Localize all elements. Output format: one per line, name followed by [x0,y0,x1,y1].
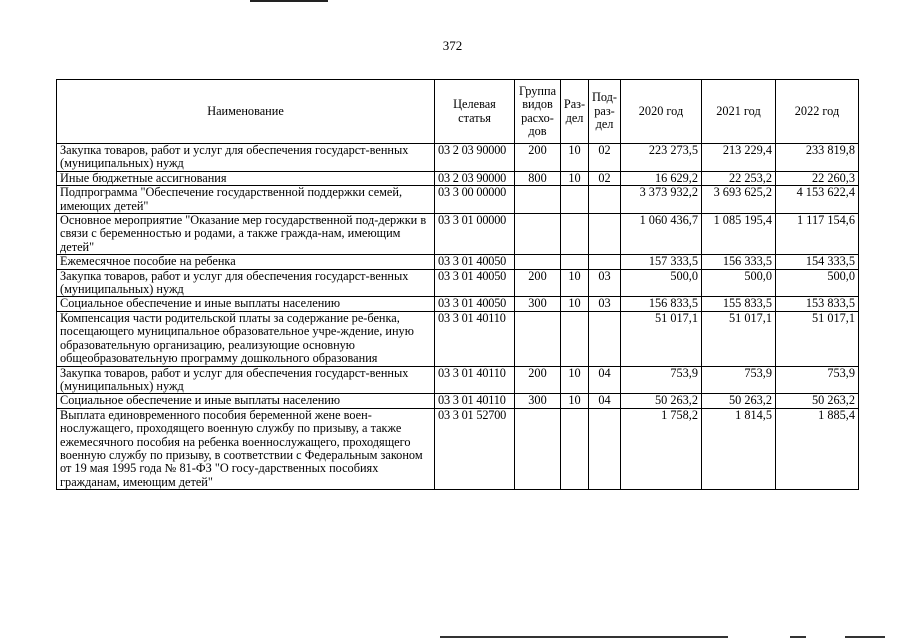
cell-section [561,311,589,366]
cell-2021: 3 693 625,2 [702,186,776,214]
cell-2021: 753,9 [702,366,776,394]
table-row [57,408,859,489]
cell-2020: 1 060 436,7 [621,214,702,255]
cell-subsection [589,311,621,366]
cell-2022: 22 260,3 [776,171,859,185]
cell-section: 10 [561,171,589,185]
cell-name: Подпрограмма "Обеспечение государственной поддержки семей, имеющих детей" [57,186,435,214]
cell-2020: 3 373 932,2 [621,186,702,214]
cell-group [515,408,561,489]
cell-2022: 4 153 622,4 [776,186,859,214]
cell-name: Закупка товаров, работ и услуг для обеспечения государст-венных (муниципальных) нужд [57,269,435,297]
cell-2022: 753,9 [776,366,859,394]
cell-target-code: 03 3 01 40110 [435,394,515,408]
table-row [57,171,859,185]
page-number: 372 [442,38,463,53]
header-target: Целевая статья [435,80,515,144]
cell-subsection [589,214,621,255]
cell-target-code: 03 3 01 40050 [435,255,515,269]
cell-subsection: 03 [589,269,621,297]
table-row [57,144,859,172]
header-name: Наименование [57,80,435,144]
cell-target-code: 03 2 03 90000 [435,144,515,172]
cell-group: 800 [515,171,561,185]
cell-2020: 500,0 [621,269,702,297]
cell-group [515,255,561,269]
cell-target-code: 03 3 01 40110 [435,366,515,394]
cell-2020: 1 758,2 [621,408,702,489]
cell-subsection: 03 [589,297,621,311]
scan-mark-bottom [790,636,806,638]
cell-2022: 154 333,5 [776,255,859,269]
cell-section: 10 [561,144,589,172]
table-row [57,394,859,408]
cell-name: Основное мероприятие "Оказание мер государственной под-держки в связи с беременностью и родами, а также гражда-нам, имеющим детей" [57,214,435,255]
cell-2020: 157 333,5 [621,255,702,269]
cell-2021: 156 333,5 [702,255,776,269]
cell-subsection [589,255,621,269]
scan-mark-top [250,0,328,2]
cell-2021: 51 017,1 [702,311,776,366]
cell-group [515,186,561,214]
cell-section [561,255,589,269]
cell-2022: 153 833,5 [776,297,859,311]
cell-group: 300 [515,297,561,311]
cell-2022: 1 117 154,6 [776,214,859,255]
cell-section: 10 [561,366,589,394]
cell-2021: 213 229,4 [702,144,776,172]
cell-name: Закупка товаров, работ и услуг для обеспечения государст-венных (муниципальных) нужд [57,366,435,394]
cell-name: Социальное обеспечение и иные выплаты населению [57,394,435,408]
cell-target-code: 03 2 03 90000 [435,171,515,185]
header-subsection: Под-раз-дел [589,80,621,144]
cell-group: 300 [515,394,561,408]
scan-mark-bottom [845,636,885,638]
cell-subsection: 02 [589,144,621,172]
cell-2020: 51 017,1 [621,311,702,366]
cell-section: 10 [561,297,589,311]
cell-name: Закупка товаров, работ и услуг для обеспечения государст-венных (муниципальных) нужд [57,144,435,172]
cell-target-code: 03 3 01 00000 [435,214,515,255]
cell-group: 200 [515,269,561,297]
header-row [57,80,859,144]
cell-2021: 50 263,2 [702,394,776,408]
cell-section [561,214,589,255]
cell-group: 200 [515,144,561,172]
table-row [57,269,859,297]
cell-name: Ежемесячное пособие на ребенка [57,255,435,269]
table-row [57,311,859,366]
cell-group [515,311,561,366]
cell-section [561,408,589,489]
cell-target-code: 03 3 01 40050 [435,297,515,311]
cell-2022: 51 017,1 [776,311,859,366]
table-row [57,297,859,311]
cell-section: 10 [561,394,589,408]
cell-2021: 1 085 195,4 [702,214,776,255]
cell-name: Компенсация части родительской платы за содержание ре-бенка, посещающего муниципальное образовательное учре-ждение, иную образовательную организацию, реализующие основную общеобразовательную программу дошкольного образования [57,311,435,366]
header-2021: 2021 год [702,80,776,144]
cell-2020: 223 273,5 [621,144,702,172]
cell-2022: 1 885,4 [776,408,859,489]
cell-name: Социальное обеспечение и иные выплаты населению [57,297,435,311]
table-row [57,214,859,255]
cell-subsection: 04 [589,366,621,394]
cell-name: Иные бюджетные ассигнования [57,171,435,185]
cell-2021: 1 814,5 [702,408,776,489]
cell-2020: 753,9 [621,366,702,394]
table-row [57,366,859,394]
cell-target-code: 03 3 01 52700 [435,408,515,489]
cell-2020: 50 263,2 [621,394,702,408]
cell-group [515,214,561,255]
budget-table [56,79,859,490]
cell-2020: 156 833,5 [621,297,702,311]
header-group: Группа видов расхо-дов [515,80,561,144]
cell-2022: 500,0 [776,269,859,297]
cell-section [561,186,589,214]
cell-2022: 50 263,2 [776,394,859,408]
table-row [57,255,859,269]
cell-2021: 500,0 [702,269,776,297]
cell-subsection [589,408,621,489]
cell-2021: 155 833,5 [702,297,776,311]
header-section: Раз-дел [561,80,589,144]
header-2022: 2022 год [776,80,859,144]
scan-mark-bottom [440,636,728,638]
table-body [57,144,859,490]
cell-subsection [589,186,621,214]
cell-section: 10 [561,269,589,297]
cell-2022: 233 819,8 [776,144,859,172]
cell-target-code: 03 3 01 40050 [435,269,515,297]
cell-name: Выплата единовременного пособия беременной жене воен-нослужащего, проходящего военную службу по призыву, а также ежемесячного пособия на ребенка военнослужащего, проходящего военную службу по призыву, в соответствии с Федеральным законом от 19 мая 1995 года № 81-ФЗ "О госу-дарственных пособиях гражданам, имеющим детей" [57,408,435,489]
cell-target-code: 03 3 00 00000 [435,186,515,214]
cell-2021: 22 253,2 [702,171,776,185]
cell-group: 200 [515,366,561,394]
header-2020: 2020 год [621,80,702,144]
cell-2020: 16 629,2 [621,171,702,185]
cell-subsection: 02 [589,171,621,185]
cell-subsection: 04 [589,394,621,408]
table-row [57,186,859,214]
cell-target-code: 03 3 01 40110 [435,311,515,366]
